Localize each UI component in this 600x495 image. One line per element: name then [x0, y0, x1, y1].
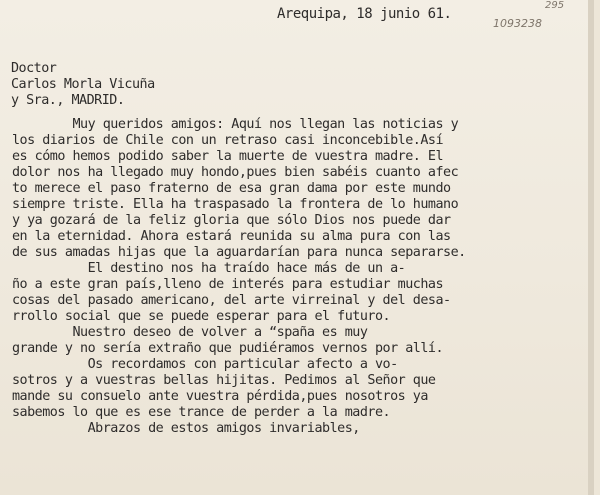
recipient-location: y Sra., MADRID. [11, 93, 125, 108]
archive-page-number: 295 [545, 0, 565, 11]
letter-date: Arequipa, 18 junio 61. [277, 6, 452, 22]
body-line-17: sotros y a vuestras bellas hijitas. Pedimos al Señor que [12, 373, 436, 388]
body-line-18: mande su consuelo ante vuestra pérdida,pues nosotros ya [12, 389, 428, 404]
body-line-15: grande y no sería extraño que pudiéramos vernos por allí. [12, 341, 444, 356]
body-line-6: siempre triste. Ella ha traspasado la frontera de lo humano [12, 197, 459, 212]
body-line-7: y ya gozará de la feliz gloria que sólo Dios nos puede dar [12, 213, 451, 228]
body-line-4: dolor nos ha llegado muy hondo,pues bien sabéis cuanto afec [12, 165, 459, 180]
body-line-8: en la eternidad. Ahora estará reunida su alma pura con las [12, 229, 451, 244]
body-line-1: Muy queridos amigos: Aquí nos llegan las noticias y [12, 117, 459, 132]
body-line-19: sabemos lo que es ese trance de perder a la madre. [12, 405, 391, 420]
body-line-3: es cómo hemos podido saber la muerte de vuestra madre. El [12, 149, 444, 164]
body-line-13: rrollo social que se puede esperar para el futuro. [12, 309, 391, 324]
body-line-16: Os recordamos con particular afecto a vo- [12, 357, 398, 372]
body-line-9: de sus amadas hijas que la aguardarían para nunca separarse. [12, 245, 466, 260]
body-line-5: to merece el paso fraterno de esa gran dama por este mundo [12, 181, 451, 196]
recipient-name: Carlos Morla Vicuña [11, 77, 155, 92]
closing-line: Abrazos de estos amigos invariables, [12, 421, 360, 436]
recipient-title: Doctor [11, 61, 57, 76]
page-edge [588, 0, 594, 495]
body-line-14: Nuestro deseo de volver a “spaña es muy [12, 325, 368, 340]
body-line-11: ño a este gran país,lleno de interés para estudiar muchas [12, 277, 444, 292]
body-line-2: los diarios de Chile con un retraso casi inconcebible.Así [12, 133, 444, 148]
body-line-10: El destino nos ha traído hace más de un a- [12, 261, 406, 276]
body-line-12: cosas del pasado americano, del arte virreinal y del desa- [12, 293, 451, 308]
archive-code: 1093238 [493, 17, 542, 30]
